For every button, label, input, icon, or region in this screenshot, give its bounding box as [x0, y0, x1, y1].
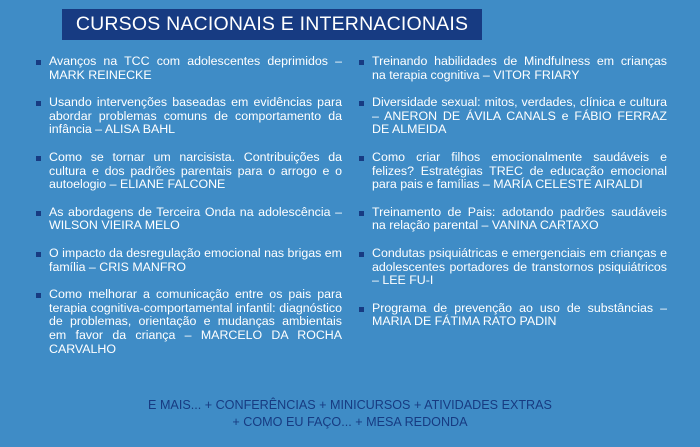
square-bullet-icon [359, 101, 364, 106]
square-bullet-icon [36, 293, 41, 298]
square-bullet-icon [36, 101, 41, 106]
course-item [359, 151, 667, 192]
course-title: Avanços na TCC com adolescentes deprimidos – [49, 54, 342, 68]
course-item [359, 302, 667, 329]
footer-line-2: + COMO EU FAÇO... + MESA REDONDA [232, 415, 468, 429]
course-item [36, 247, 342, 274]
square-bullet-icon [359, 60, 364, 65]
course-speaker: CRIS MANFRO [99, 259, 187, 274]
course-speaker: MARÍA CELESTE AIRALDI [493, 177, 643, 192]
course-item [359, 55, 667, 82]
left-course-list [36, 55, 342, 356]
square-bullet-icon [359, 252, 364, 257]
course-title: As abordagens de Terceira Onda na adolescência – [49, 204, 342, 219]
course-speaker: WILSON VIEIRA MELO [49, 218, 180, 233]
course-title: Programa de prevenção ao uso de substâncias – [372, 300, 667, 315]
course-item [36, 288, 342, 356]
course-title: Treinamento de Pais: adotando padrões saudáveis na relação parental – [372, 204, 667, 233]
course-title: Como criar filhos emocionalmente saudáveis e felizes? Estratégias TREC de educação emocional para pais e famílias – [372, 149, 667, 192]
footer-line-1: E MAIS... + CONFERÊNCIAS + MINICURSOS + ATIVIDADES EXTRAS [148, 398, 552, 412]
square-bullet-icon [36, 60, 41, 65]
square-bullet-icon [359, 307, 364, 312]
title-banner [62, 9, 482, 40]
right-course-list [359, 55, 667, 329]
course-item [359, 206, 667, 233]
page-title: CURSOS NACIONAIS E INTERNACIONAIS [75, 13, 469, 35]
course-speaker: VITOR FRIARY [493, 67, 580, 82]
course-title: Condutas psiquiátricas e emergenciais em crianças e adolescentes portadores de transtornos psiquiátricos – [372, 245, 667, 288]
course-speaker: ANERON DE ÁVILA CANALS e FÁBIO FERRAZ DE ALMEIDA [372, 108, 667, 137]
course-title: Diversidade sexual: mitos, verdades, clínica e cultura – [372, 95, 667, 123]
course-title: Como se tornar um narcisista. Contribuições da cultura e dos padrões parentais para o arrogo e o autoelogio – [49, 149, 342, 192]
course-title: Usando intervenções baseadas em evidências para abordar problemas comuns de comportamento da infância – [49, 95, 342, 137]
course-item [36, 151, 342, 192]
course-item [359, 247, 667, 288]
course-speaker: MARIA DE FÁTIMA RATO PADIN [372, 314, 557, 329]
course-title: O impacto da desregulação emocional nas brigas em família – [49, 245, 342, 274]
course-speaker: MARK REINECKE [49, 67, 152, 82]
square-bullet-icon [359, 211, 364, 216]
square-bullet-icon [359, 156, 364, 161]
course-speaker: MARCELO DA ROCHA CARVALHO [49, 327, 343, 356]
course-title: Treinando habilidades de Mindfulness em crianças na terapia cognitiva – [372, 54, 667, 82]
footer-extras [0, 397, 700, 431]
course-item [359, 96, 667, 137]
square-bullet-icon [36, 156, 41, 161]
course-item [36, 55, 342, 82]
course-speaker: LEE FU-I [382, 273, 434, 288]
course-title: Como melhorar a comunicação entre os pais para terapia cognitiva-comportamental infantil: diagnóstico de problemas, orientação e mudanças ambientais em favor da criança – [49, 287, 342, 342]
course-item [36, 206, 342, 233]
course-item [36, 96, 342, 137]
course-speaker: VANINA CARTAXO [491, 218, 599, 233]
square-bullet-icon [36, 211, 41, 216]
course-speaker: ELIANE FALCONE [119, 177, 226, 192]
course-speaker: ALISA BAHL [104, 122, 176, 137]
square-bullet-icon [36, 252, 41, 257]
